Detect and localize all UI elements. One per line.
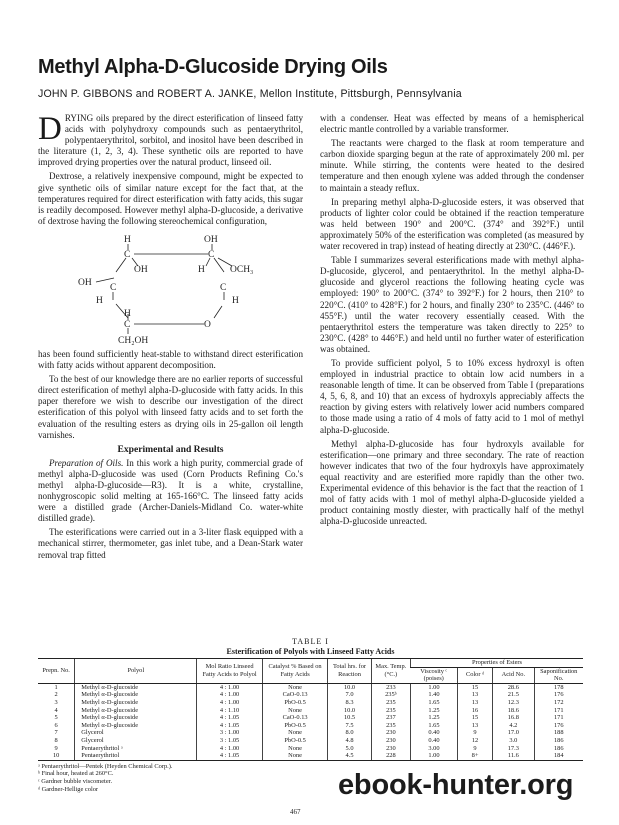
cell-prepn: 9	[54, 744, 58, 752]
cell-catalyst: None	[262, 752, 328, 760]
cell-color: 15	[457, 683, 492, 691]
cell-mol-ratio: 4 : 1.05	[197, 722, 263, 730]
cell-total-hrs: 8.0	[328, 729, 371, 737]
dextrose-paragraph: Dextrose, a relatively inexpensive compound, might be expected to give synthetic oils of similar nature except for the fact that, at the temperatures required for direct esterification with fatty acids, this sugar is readily decomposed. However methyl alpha-D-glucoside, a derivative of dextrose having the following stereochemical configuration,	[38, 171, 303, 226]
reactants-paragraph: The reactants were charged to the flask at room temperature and carbon dioxide sparging begun at the rate of approximately 200 ml. per minute. While stirring, the contents were heated to the desired temperature and then enough xylene was added through the condenser to maintain a steady reflux.	[320, 138, 584, 193]
cell-color: 15	[457, 714, 492, 722]
cell-mol-ratio: 4 : 1.05	[197, 752, 263, 760]
cell-prepn: 4	[54, 706, 58, 714]
cell-mol-ratio: 3 : 1.05	[197, 737, 263, 745]
author-line: JOHN P. GIBBONS and ROBERT A. JANKE, Mellon Institute, Pittsburgh, Pennsylvania	[38, 88, 462, 100]
intro-paragraph	[38, 113, 303, 168]
apparatus-paragraph: The esterifications were carried out in a 3-liter flask equipped with a mechanical stirrer, thermometer, gas inlet tube, and a Dean-Stark water removal trap fitted	[38, 527, 303, 560]
cell-sapon: 184	[534, 752, 583, 760]
cell-catalyst: CaO-0.13	[262, 691, 328, 699]
table-row	[38, 714, 583, 722]
cell-prepn: 6	[54, 721, 58, 729]
right-column	[320, 113, 584, 530]
header-acid-no: Acid No.	[493, 667, 534, 683]
cell-total-hrs: 4.5	[328, 752, 371, 760]
preparation-text: In this work a high purity, commercial grade of methyl alpha-D-glucoside was used (Corn Products Refining Co.'s methyl alpha-D-glucoside—R3). It is a white, crystalline, nonhygroscopic solid melting at 165-166°C. The linseed fatty acids were a distilled grade (Archer-Daniels-Midland Co. water-white distilled grade).	[38, 457, 303, 524]
footnote-b: ᵇ Final hour, heated at 260°C.	[38, 770, 114, 778]
cell-polyol: Methyl α-D-glucoside	[75, 699, 197, 707]
drop-cap: D	[38, 111, 62, 147]
cell-viscosity: 1.65	[411, 699, 458, 707]
header-properties: Properties of Esters	[411, 659, 583, 668]
table-row	[38, 683, 583, 691]
cell-catalyst: PbO-0.5	[262, 699, 328, 707]
header-catalyst: Catalyst % Based on Fatty Acids	[262, 659, 328, 684]
atom-c-top-left: C	[124, 249, 131, 260]
atom-ch2oh: CH₂OH	[118, 335, 149, 346]
cell-viscosity: 0.40	[411, 737, 458, 745]
atom-oh-top-right: OH	[204, 234, 218, 245]
cell-color: 16	[457, 707, 492, 715]
cell-total-hrs: 4.8	[328, 737, 371, 745]
cell-acid-no: 11.6	[493, 752, 534, 760]
cell-sapon: 176	[534, 722, 583, 730]
cell-max-temp: 235	[371, 699, 410, 707]
cell-viscosity: 3.00	[411, 745, 458, 753]
header-color: Color ᵈ	[457, 667, 492, 683]
cell-catalyst: None	[262, 729, 328, 737]
watermark[interactable]: ebook-hunter.org	[338, 769, 574, 801]
stability-paragraph: has been found sufficiently heat-stable to withstand direct esterification with fatty acids without apparent decomposition.	[38, 348, 303, 371]
table-summary-paragraph: Table I summarizes several esterifications made with methyl alpha-D-glucoside, glycerol, and pentaerythritol. In the methyl alpha-D-glucoside and glycerol reactions the following heating cycle was employed: 190° to 200°C. (374° to 392°F.) for 2 hours, then 210° to 220°C. (410° to 428°F.) for 2 hours, and finally 230° to 235°C. (446° to 455°F.) until the water recovery essentially ceased. With the pentaerythritol esters the temperature was taken directly to 225° to 230°C. (428° to 446°F.) and held until no further water of esterification was obtained.	[320, 255, 584, 354]
cell-viscosity: 1.25	[411, 714, 458, 722]
footnote-c: ᶜ Gardner bubble viscometer.	[38, 777, 113, 785]
hydroxyl-reactivity-paragraph: Methyl alpha-D-glucoside has four hydroxyls available for esterification—one primary and three secondary. The rate of reaction however indicates that two of the four hydroxyls have approximately equal reactivity and are esterified more rapidly than the other two. Experimental evidence of this behavior is the fact that the reaction of 1 mol of fatty acids with 1 mol of methyl alpha-D-glucoside yielded a product containing mostly diester, with practically half of the methyl alpha-D-glucoside unreacted.	[320, 438, 584, 527]
cell-sapon: 186	[534, 745, 583, 753]
cell-mol-ratio: 4 : 1.00	[197, 691, 263, 699]
cell-color: 8+	[457, 752, 492, 760]
header-max-temp: Max. Temp. (°C.)	[371, 659, 410, 684]
table-row	[38, 752, 583, 760]
atom-och3: OCH₃	[230, 264, 254, 275]
header-sapon: Saponification No.	[534, 667, 583, 683]
cell-prepn: 1	[54, 683, 58, 691]
cell-color: 9	[457, 745, 492, 753]
cell-max-temp: 235	[371, 707, 410, 715]
header-mol-ratio: Mol Ratio Linseed Fatty Acids to Polyol	[197, 659, 263, 684]
condenser-paragraph: with a condenser. Heat was effected by means of a hemispherical electric mantle controlled by a variable transformer.	[320, 113, 584, 135]
cell-prepn: 10	[38, 752, 75, 760]
cell-prepn: 2	[54, 691, 58, 699]
cell-polyol: Methyl α-D-glucoside	[75, 707, 197, 715]
cell-catalyst: PbO-0.5	[262, 737, 328, 745]
atom-oh-left: OH	[78, 277, 92, 288]
atom-h-bottom: H	[124, 308, 131, 319]
section-heading: Experimental and Results	[117, 443, 224, 455]
cell-sapon: 176	[534, 691, 583, 699]
cell-acid-no: 16.8	[493, 714, 534, 722]
header-prepn: Prepn. No.	[38, 659, 75, 684]
color-paragraph: In preparing methyl alpha-D-glucoside esters, it was observed that products of lighter color could be obtained if the reaction temperature was held between 190° and 200°C. (374° and 392°F.) until approximately 50% of the esterification was completed (as measured by water recovered in trap) instead of heating directly at 230°C. (446°F.).	[320, 196, 584, 252]
purpose-paragraph: To the best of our knowledge there are no earlier reports of successful direct esterification of methyl alpha-D-glucoside with fatty acids. In this paper therefore we wish to describe our investigation of the direct esterification of this polyol with linseed fatty acids and to set forth the evaluation of the resulting esters as drying oils in 25-gallon oil length varnishes.	[38, 374, 303, 440]
cell-sapon: 171	[534, 714, 583, 722]
atom-c-right: C	[220, 282, 227, 293]
run-in-heading: Preparation of Oils.	[49, 457, 124, 468]
footnote-a: ᵃ Pentaerythritol—Pentek (Heyden Chemical Corp.).	[38, 762, 173, 770]
page-title: Methyl Alpha-D-Glucoside Drying Oils	[38, 56, 388, 78]
cell-polyol: Glycerol	[75, 737, 197, 745]
cell-mol-ratio: 3 : 1.00	[197, 729, 263, 737]
cell-catalyst: None	[262, 683, 328, 691]
atom-o-bottom-right: O	[204, 319, 211, 330]
cell-color: 13	[457, 699, 492, 707]
cell-catalyst: PbO-0.5	[262, 722, 328, 730]
atom-oh-inner-left: OH	[134, 264, 148, 275]
cell-polyol: Methyl α-D-glucoside	[75, 714, 197, 722]
cell-viscosity: 0.40	[411, 729, 458, 737]
cell-sapon: 172	[534, 699, 583, 707]
cell-polyol: Methyl α-D-glucoside	[75, 722, 197, 730]
cell-total-hrs: 7.0	[328, 691, 371, 699]
cell-catalyst: None	[262, 707, 328, 715]
cell-prepn: 7	[54, 729, 58, 737]
left-column	[38, 113, 303, 564]
cell-catalyst: None	[262, 745, 328, 753]
cell-acid-no: 12.3	[493, 699, 534, 707]
cell-color: 13	[457, 691, 492, 699]
cell-sapon: 178	[534, 683, 583, 691]
cell-color: 13	[457, 722, 492, 730]
cell-mol-ratio: 4 : 1.00	[197, 745, 263, 753]
cell-polyol: Pentaerythritol ᵃ	[75, 745, 197, 753]
atom-c-bottom-left: C	[124, 319, 131, 330]
cell-sapon: 188	[534, 729, 583, 737]
table-row	[38, 699, 583, 707]
cell-prepn: 3	[54, 698, 58, 706]
table-caption: Esterification of Polyols with Linseed Fatty Acids	[226, 647, 395, 656]
page-number: 467	[290, 808, 301, 816]
atom-h-left: H	[96, 295, 103, 306]
header-polyol: Polyol	[75, 659, 197, 684]
cell-catalyst: CaO-0.13	[262, 714, 328, 722]
cell-total-hrs: 10.0	[328, 683, 371, 691]
header-total-hrs: Total hrs. for Reaction	[328, 659, 371, 684]
cell-acid-no: 17.0	[493, 729, 534, 737]
cell-mol-ratio: 4 : 1.00	[197, 699, 263, 707]
table-row	[38, 691, 583, 699]
cell-max-temp: 233	[371, 683, 410, 691]
cell-prepn: 5	[54, 714, 58, 722]
table-row	[38, 722, 583, 730]
cell-polyol: Glycerol	[75, 729, 197, 737]
cell-max-temp: 230	[371, 745, 410, 753]
cell-acid-no: 28.6	[493, 683, 534, 691]
intro-text: RYING oils prepared by the direct esterification of linseed fatty acids with polyhydroxy compounds such as pentaerythritol, polypentaerythritol, sorbitol, and inositol have been described in the literature (1, 2, 3, 4). These synthetic oils are reported to have improved drying properties over the natural product, linseed oil.	[38, 113, 303, 168]
footnote-d: ᵈ Gardner-Hellige color	[38, 785, 99, 793]
header-viscosity: Viscosity ᶜ (poises)	[411, 667, 458, 683]
cell-mol-ratio: 4 : 1.05	[197, 714, 263, 722]
cell-acid-no: 17.3	[493, 745, 534, 753]
cell-viscosity: 1.25	[411, 707, 458, 715]
cell-max-temp: 235	[371, 722, 410, 730]
cell-color: 12	[457, 737, 492, 745]
cell-max-temp: 235ᵇ	[371, 691, 410, 699]
cell-total-hrs: 10.5	[328, 714, 371, 722]
cell-prepn: 8	[54, 736, 58, 744]
table-row	[38, 737, 583, 745]
atom-h-inner-right: H	[198, 264, 205, 275]
glucoside-structure-diagram	[38, 230, 303, 346]
cell-acid-no: 4.2	[493, 722, 534, 730]
cell-viscosity: 1.00	[411, 683, 458, 691]
cell-acid-no: 18.6	[493, 707, 534, 715]
cell-polyol: Pentaerythritol	[75, 752, 197, 760]
esterification-table	[38, 658, 583, 761]
cell-polyol: Methyl α-D-glucoside	[75, 683, 197, 691]
excess-hydroxyl-paragraph: To provide sufficient polyol, 5 to 10% excess hydroxyl is often employed in industrial practice to obtain low acid numbers in a reasonable length of time. It can be observed from Table I (preparations 4, 5, 6, 8, and 10) that an excess of hydroxyls appreciably affects the reaction by giving esters with relatively lower acid numbers compared to those made using a ratio of 4 mols of fatty acid to 1 mol of methyl alpha-D-glucoside.	[320, 357, 584, 435]
atom-c-top-right: C	[208, 249, 215, 260]
atom-h-top-left: H	[124, 234, 131, 245]
table-row	[38, 707, 583, 715]
cell-color: 9	[457, 729, 492, 737]
preparation-paragraph	[38, 458, 303, 525]
atom-c-left: C	[110, 282, 117, 293]
cell-viscosity: 1.00	[411, 752, 458, 760]
table-label: TABLE I	[292, 637, 329, 646]
table-row	[38, 745, 583, 753]
cell-total-hrs: 7.5	[328, 722, 371, 730]
cell-max-temp: 230	[371, 729, 410, 737]
table-body	[38, 683, 583, 760]
cell-mol-ratio: 4 : 1.10	[197, 707, 263, 715]
cell-max-temp: 237	[371, 714, 410, 722]
table-row	[38, 729, 583, 737]
atom-h-right: H	[232, 295, 239, 306]
cell-viscosity: 1.65	[411, 722, 458, 730]
cell-sapon: 186	[534, 737, 583, 745]
cell-acid-no: 3.0	[493, 737, 534, 745]
cell-viscosity: 1.40	[411, 691, 458, 699]
cell-polyol: Methyl α-D-glucoside	[75, 691, 197, 699]
cell-total-hrs: 10.0	[328, 707, 371, 715]
cell-sapon: 171	[534, 707, 583, 715]
cell-total-hrs: 8.3	[328, 699, 371, 707]
cell-max-temp: 228	[371, 752, 410, 760]
cell-total-hrs: 5.0	[328, 745, 371, 753]
cell-mol-ratio: 4 : 1.00	[197, 683, 263, 691]
cell-acid-no: 21.5	[493, 691, 534, 699]
cell-max-temp: 230	[371, 737, 410, 745]
